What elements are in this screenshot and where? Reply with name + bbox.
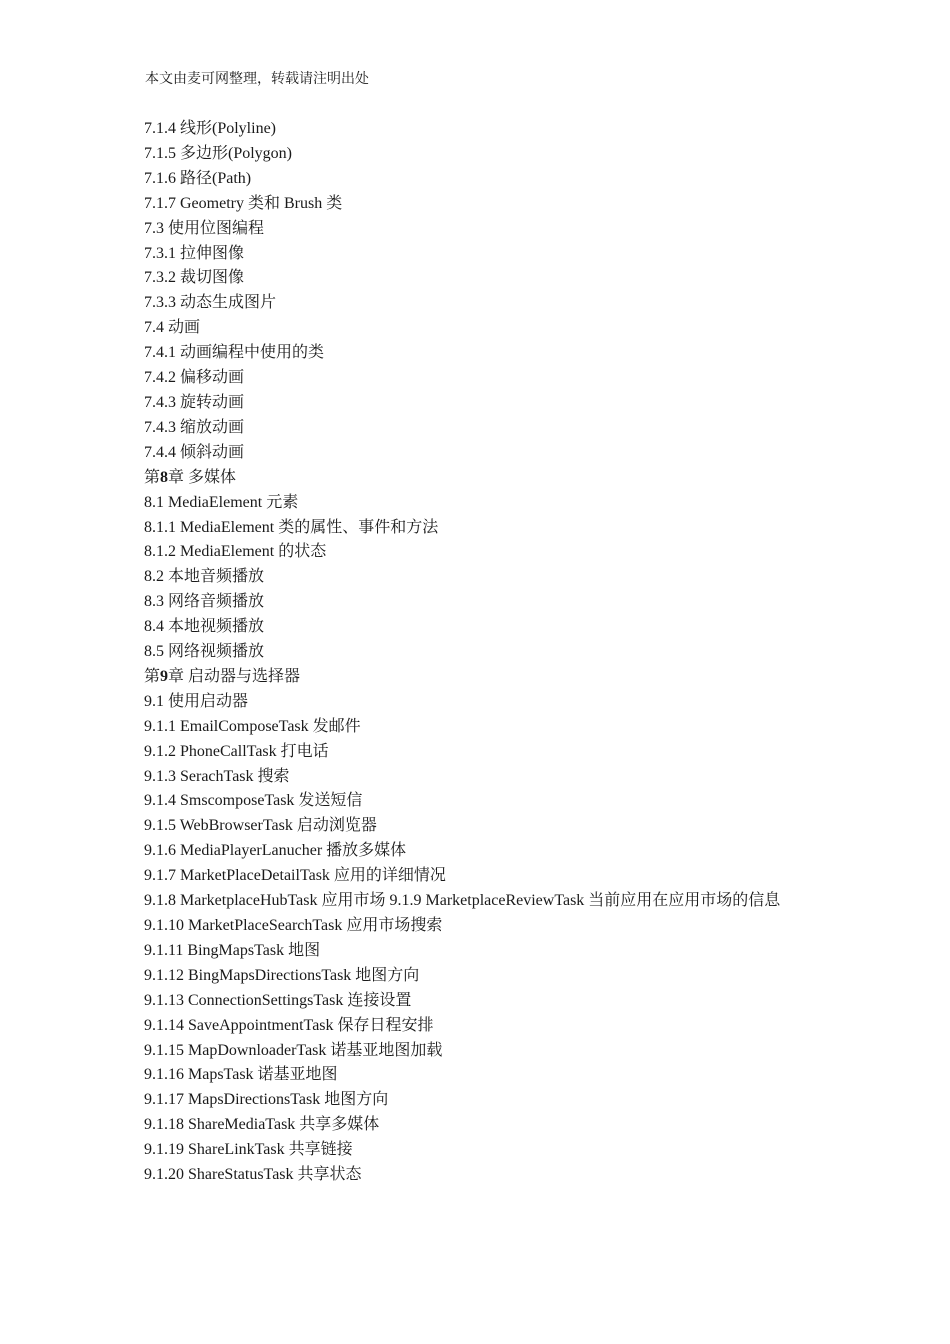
toc-entry: 8.1 MediaElement 元素 xyxy=(144,493,299,511)
toc-entry: 7.4.4 倾斜动画 xyxy=(144,443,245,461)
chapter-prefix: 第 xyxy=(144,667,161,685)
toc-entry: 9.1.19 ShareLinkTask 共享链接 xyxy=(144,1141,353,1159)
toc-entry: 7.4.3 旋转动画 xyxy=(144,393,245,411)
toc-entry: 7.1.6 路径(Path) xyxy=(144,169,252,187)
toc-entry: 9.1.15 MapDownloaderTask 诺基亚地图加载 xyxy=(144,1041,443,1059)
toc-entry: 7.3.2 裁切图像 xyxy=(144,269,245,287)
chapter-prefix: 第 xyxy=(144,468,161,486)
toc-entry: 7.4.3 缩放动画 xyxy=(144,418,245,436)
chapter-number: 8 xyxy=(160,468,169,486)
toc-entry: 9.1.5 WebBrowserTask 启动浏览器 xyxy=(144,817,377,835)
toc-entry: 9.1.1 EmailComposeTask 发邮件 xyxy=(144,717,361,735)
toc-entry: 9.1.17 MapsDirectionsTask 地图方向 xyxy=(144,1091,389,1109)
toc-entry: 9.1.6 MediaPlayerLanucher 播放多媒体 xyxy=(144,842,407,860)
toc-entry: 7.1.4 线形(Polyline) xyxy=(144,120,276,137)
toc-entry: 9.1.3 SerachTask 搜索 xyxy=(144,767,290,785)
toc-entry: 9.1.14 SaveAppointmentTask 保存日程安排 xyxy=(144,1016,434,1034)
toc-chapter-heading xyxy=(144,466,814,491)
toc-entry: 9.1.20 ShareStatusTask 共享状态 xyxy=(144,1166,362,1184)
toc-entry: 8.1.1 MediaElement 类的属性、事件和方法 xyxy=(144,518,439,536)
toc-entry: 9.1.10 MarketPlaceSearchTask 应用市场搜索 xyxy=(144,917,443,934)
toc-entry: 8.2 本地音频播放 xyxy=(144,568,265,586)
toc-entry: 9.1.18 ShareMediaTask 共享多媒体 xyxy=(144,1116,380,1134)
page-header: 本文由麦可网整理，转载请注明出处 xyxy=(145,72,369,87)
chapter-title: 章 多媒体 xyxy=(168,468,237,486)
toc-entry: 7.3.3 动态生成图片 xyxy=(144,294,277,312)
table-of-contents xyxy=(144,117,814,1188)
toc-entry: 9.1.16 MapsTask 诺基亚地图 xyxy=(144,1066,338,1084)
toc-entry: 7.4 动画 xyxy=(144,319,201,337)
toc-entry: 7.4.1 动画编程中使用的类 xyxy=(144,344,325,362)
chapter-number: 9 xyxy=(160,667,169,685)
toc-entry: 8.1.2 MediaElement 的状态 xyxy=(144,543,327,561)
toc-chapter-heading xyxy=(144,665,814,690)
toc-entry: 9.1.4 SmscomposeTask 发送短信 xyxy=(144,792,363,810)
toc-entry: 9.1.2 PhoneCallTask 打电话 xyxy=(144,742,329,760)
toc-entry: 7.1.7 Geometry 类和 Brush 类 xyxy=(144,194,343,212)
toc-entry: 9.1 使用启动器 xyxy=(144,692,249,710)
toc-entry: 7.4.2 偏移动画 xyxy=(144,369,245,387)
toc-entry: 9.1.11 BingMapsTask 地图 xyxy=(144,941,321,959)
toc-entry: 8.5 网络视频播放 xyxy=(144,643,265,661)
toc-entry: 9.1.12 BingMapsDirectionsTask 地图方向 xyxy=(144,966,420,984)
toc-entry: 7.3.1 拉伸图像 xyxy=(144,244,245,262)
toc-entry: 7.3 使用位图编程 xyxy=(144,219,265,237)
toc-entry: 9.1.13 ConnectionSettingsTask 连接设置 xyxy=(144,991,412,1009)
toc-entry: 9.1.8 MarketplaceHubTask 应用市场 9.1.9 MarketplaceReviewTask 当前应用在应用市场的信息 xyxy=(144,892,781,910)
toc-entry: 8.3 网络音频播放 xyxy=(144,593,265,611)
toc-entry: 7.1.5 多边形(Polygon) xyxy=(144,144,293,162)
toc-entry: 8.4 本地视频播放 xyxy=(144,618,265,636)
chapter-title: 章 启动器与选择器 xyxy=(168,667,301,685)
toc-entry: 9.1.7 MarketPlaceDetailTask 应用的详细情况 xyxy=(144,867,446,885)
